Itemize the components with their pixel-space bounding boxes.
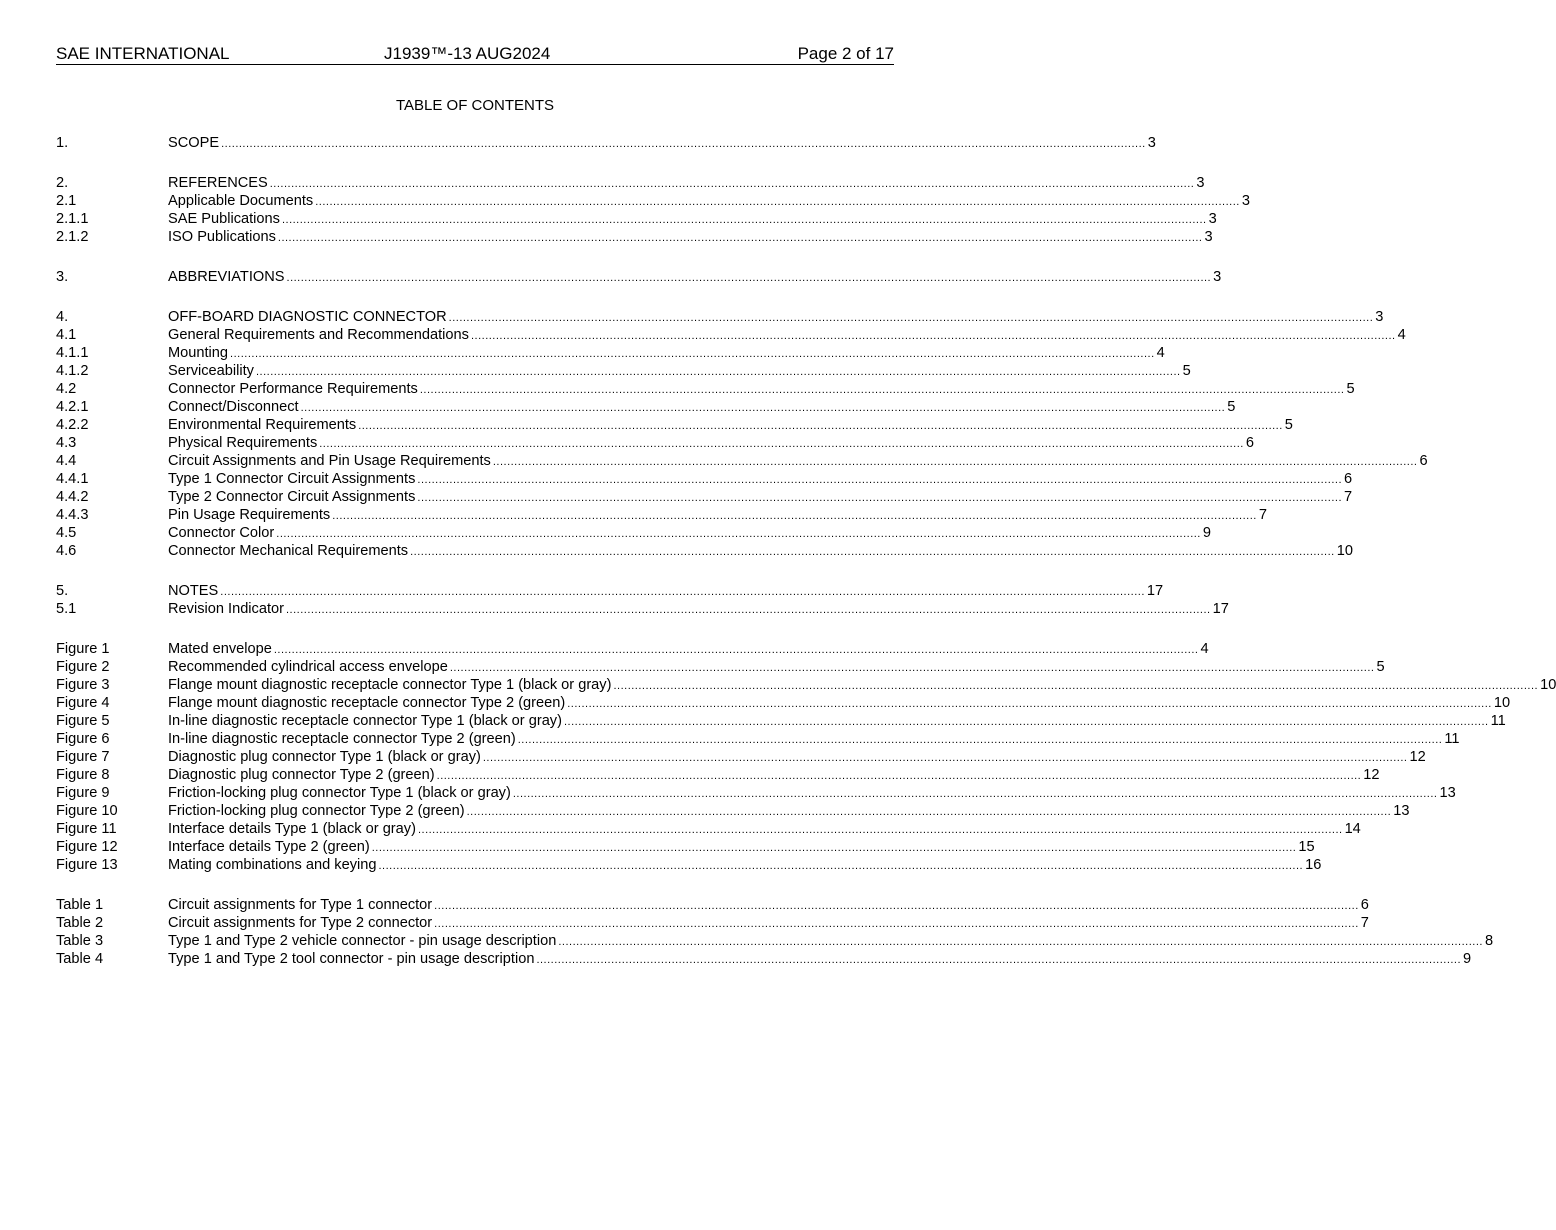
toc-entry-number: 4.2.1	[56, 399, 89, 415]
toc-entry-title: Recommended cylindrical access envelope	[168, 659, 448, 675]
toc-entry-title: General Requirements and Recommendations	[168, 327, 469, 343]
toc-entry-page: 6	[1245, 435, 1254, 451]
toc-entry-number: 4.	[56, 309, 69, 325]
toc-entry[interactable]	[56, 192, 1250, 210]
toc-entry-title: Connector Performance Requirements	[168, 381, 418, 397]
toc-entry-title: NOTES	[168, 583, 219, 599]
toc-dot-leader	[418, 820, 1343, 839]
toc-entry-title: Diagnostic plug connector Type 1 (black or gray)	[168, 749, 481, 765]
toc-entry[interactable]	[56, 676, 1556, 694]
toc-entry-title: Pin Usage Requirements	[168, 507, 331, 523]
toc-entry[interactable]	[56, 228, 1213, 246]
toc-entry[interactable]	[56, 730, 1460, 748]
toc-dot-leader	[613, 676, 1538, 695]
page-header	[56, 44, 894, 65]
toc-dot-leader	[282, 210, 1207, 229]
toc-dot-leader	[221, 134, 1146, 153]
toc-dot-leader	[301, 398, 1226, 417]
toc-entry[interactable]	[56, 950, 1472, 968]
toc-entry-page: 12	[1363, 767, 1380, 783]
toc-entry[interactable]	[56, 784, 1456, 802]
toc-entry[interactable]	[56, 838, 1315, 856]
toc-entry-title: Interface details Type 1 (black or gray)	[168, 821, 416, 837]
toc-entry[interactable]	[56, 470, 1353, 488]
toc-entry[interactable]	[56, 434, 1254, 452]
toc-entry-number: 2.	[56, 175, 69, 191]
toc-entry-page: 4	[1156, 345, 1165, 361]
toc-entry-page: 10	[1336, 543, 1353, 559]
toc-entry-title: ABBREVIATIONS	[168, 269, 285, 285]
toc-dot-leader	[319, 434, 1244, 453]
toc-entry-title: Flange mount diagnostic receptacle connector Type 1 (black or gray)	[168, 677, 612, 693]
toc-entry-number: Figure 5	[56, 713, 110, 729]
toc-entry-title: Friction-locking plug connector Type 2 (green)	[168, 803, 465, 819]
toc-dot-leader	[471, 326, 1396, 345]
toc-entry-page: 3	[1213, 269, 1222, 285]
toc-entry-number: Figure 9	[56, 785, 110, 801]
toc-entry[interactable]	[56, 640, 1209, 658]
toc-dot-leader	[450, 658, 1375, 677]
toc-entry-title: Connector Color	[168, 525, 275, 541]
toc-entry-number: 4.4	[56, 453, 77, 469]
toc-dot-leader	[332, 506, 1257, 525]
toc-entry[interactable]	[56, 694, 1511, 712]
toc-entry-page: 16	[1305, 857, 1322, 873]
toc-entry[interactable]	[56, 658, 1385, 676]
toc-dot-leader	[256, 362, 1181, 381]
toc-dot-leader	[315, 192, 1240, 211]
toc-entry-number: 1.	[56, 135, 69, 151]
toc-entry[interactable]	[56, 134, 1156, 152]
toc-entry-number: Table 3	[56, 933, 104, 949]
toc-dot-leader	[564, 712, 1489, 731]
toc-dot-leader	[434, 896, 1359, 915]
toc-entry[interactable]	[56, 582, 1164, 600]
toc-dot-leader	[230, 344, 1155, 363]
toc-entry-number: Figure 8	[56, 767, 110, 783]
toc-entry-title: Interface details Type 2 (green)	[168, 839, 370, 855]
toc-entry-title: Diagnostic plug connector Type 2 (green)	[168, 767, 435, 783]
toc-entry[interactable]	[56, 380, 1355, 398]
toc-entry[interactable]	[56, 542, 1353, 560]
toc-entry-page: 13	[1393, 803, 1410, 819]
toc-entry-title: Mounting	[168, 345, 229, 361]
toc-entry-page: 8	[1484, 933, 1494, 949]
toc-entry-number: 4.1.2	[56, 363, 89, 379]
toc-entry-number: 2.1.2	[56, 229, 89, 245]
toc-dot-leader	[420, 380, 1345, 399]
toc-entry-page: 3	[1204, 229, 1213, 245]
toc-entry-page: 4	[1200, 641, 1209, 657]
toc-entry-number: Figure 10	[56, 803, 118, 819]
toc-entry-number: Figure 2	[56, 659, 110, 675]
toc-entry-number: 2.1.1	[56, 211, 89, 227]
toc-entry-title: Mated envelope	[168, 641, 272, 657]
toc-dot-leader	[276, 524, 1201, 543]
header-organization: SAE INTERNATIONAL	[56, 44, 230, 63]
toc-dot-leader	[220, 582, 1145, 601]
toc-entry[interactable]	[56, 398, 1236, 416]
toc-dot-leader	[483, 748, 1408, 767]
toc-entry-page: 12	[1409, 749, 1426, 765]
toc-entry-title: In-line diagnostic receptacle connector Type 1 (black or gray)	[168, 713, 562, 729]
toc-entry-number: Table 4	[56, 951, 104, 967]
toc-dot-leader	[513, 784, 1438, 803]
toc-entry[interactable]	[56, 452, 1428, 470]
toc-entry-number: 4.1	[56, 327, 77, 343]
toc-entry-title: SCOPE	[168, 135, 220, 151]
toc-entry-number: 2.1	[56, 193, 77, 209]
toc-entry-title: REFERENCES	[168, 175, 268, 191]
toc-dot-leader	[274, 640, 1199, 659]
toc-entry-title: Connector Mechanical Requirements	[168, 543, 409, 559]
toc-entry[interactable]	[56, 712, 1506, 730]
toc-entry-page: 7	[1258, 507, 1267, 523]
toc-entry[interactable]	[56, 524, 1211, 542]
toc-entry-number: Figure 1	[56, 641, 110, 657]
toc-dot-leader	[270, 174, 1195, 193]
toc-entry-page: 6	[1419, 453, 1428, 469]
toc-entry-page: 6	[1344, 471, 1353, 487]
toc-entry[interactable]	[56, 210, 1217, 228]
toc-entry[interactable]	[56, 344, 1165, 362]
toc-dot-leader	[358, 416, 1283, 435]
toc-entry-title: Friction-locking plug connector Type 1 (black or gray)	[168, 785, 511, 801]
toc-entry[interactable]	[56, 766, 1380, 784]
toc-entry-page: 17	[1212, 601, 1229, 617]
toc-entry-number: Figure 4	[56, 695, 110, 711]
toc-dot-leader	[278, 228, 1203, 247]
toc-entry[interactable]	[56, 326, 1406, 344]
toc-dot-leader	[417, 488, 1342, 507]
toc-dot-leader	[417, 470, 1342, 489]
toc-entry-page: 10	[1493, 695, 1511, 711]
toc-entry-page: 11	[1444, 731, 1460, 747]
toc-entry-title: Serviceability	[168, 363, 254, 379]
toc-entry-number: Figure 6	[56, 731, 110, 747]
header-document-id: J1939™-13 AUG2024	[384, 44, 551, 63]
toc-entry-page: 4	[1397, 327, 1406, 343]
toc-heading: TABLE OF CONTENTS	[395, 97, 555, 114]
toc-entry-number: 5.1	[56, 601, 77, 617]
toc-entry[interactable]	[56, 268, 1222, 286]
toc-dot-leader	[493, 452, 1418, 471]
toc-entry-title: In-line diagnostic receptacle connector Type 2 (green)	[168, 731, 516, 747]
toc-entry-title: Type 2 Connector Circuit Assignments	[168, 489, 416, 505]
toc-dot-leader	[287, 268, 1212, 287]
toc-entry-page: 3	[1375, 309, 1384, 325]
toc-entry-page: 3	[1208, 211, 1217, 227]
toc-entry-title: ISO Publications	[168, 229, 276, 245]
toc-entry-title: Circuit assignments for Type 2 connector	[168, 915, 433, 931]
toc-entry-title: Type 1 and Type 2 tool connector - pin usage description	[168, 951, 535, 967]
toc-entry[interactable]	[56, 308, 1384, 326]
toc-entry-number: Figure 7	[56, 749, 110, 765]
toc-dot-leader	[437, 766, 1362, 785]
toc-entry-title: Physical Requirements	[168, 435, 318, 451]
toc-entry-page: 10	[1540, 677, 1556, 693]
toc-entry[interactable]	[56, 914, 1369, 932]
toc-entry-page: 3	[1147, 135, 1156, 151]
toc-entry[interactable]	[56, 488, 1353, 506]
toc-entry-title: Environmental Requirements	[168, 417, 357, 433]
toc-entry-page: 11	[1490, 713, 1506, 729]
toc-entry-page: 7	[1360, 915, 1369, 931]
toc-entry-title: SAE Publications	[168, 211, 280, 227]
toc-entry-page: 5	[1376, 659, 1385, 675]
toc-entry-title: Flange mount diagnostic receptacle connector Type 2 (green)	[168, 695, 566, 711]
toc-entry[interactable]	[56, 820, 1361, 838]
toc-entry[interactable]	[56, 362, 1191, 380]
toc-entry-page: 9	[1202, 525, 1211, 541]
toc-entry-page: 9	[1463, 951, 1472, 967]
toc-entry-number: 4.2.2	[56, 417, 89, 433]
toc-entry-page: 5	[1284, 417, 1293, 433]
toc-entry-page: 7	[1344, 489, 1353, 505]
toc-entry-title: Type 1 Connector Circuit Assignments	[168, 471, 416, 487]
toc-entry-number: 4.1.1	[56, 345, 89, 361]
table-of-contents	[56, 134, 1556, 968]
toc-entry-title: Applicable Documents	[168, 193, 314, 209]
toc-entry-page: 5	[1346, 381, 1355, 397]
toc-entry-title: Connect/Disconnect	[168, 399, 299, 415]
toc-entry-page: 17	[1146, 583, 1164, 599]
toc-entry-number: 4.4.1	[56, 471, 89, 487]
toc-entry-number: Figure 11	[56, 821, 117, 837]
toc-dot-leader	[558, 932, 1483, 951]
toc-entry-number: Figure 13	[56, 857, 118, 873]
toc-entry-page: 3	[1196, 175, 1205, 191]
toc-entry-page: 15	[1298, 839, 1315, 855]
toc-entry-title: Circuit Assignments and Pin Usage Requirements	[168, 453, 491, 469]
toc-entry-page: 14	[1344, 821, 1361, 837]
toc-dot-leader	[372, 838, 1297, 857]
header-page-number: Page 2 of 17	[797, 44, 894, 63]
toc-dot-leader	[286, 600, 1211, 619]
toc-entry-number: 5.	[56, 583, 69, 599]
toc-entry[interactable]	[56, 506, 1267, 524]
toc-dot-leader	[567, 694, 1492, 713]
toc-entry-page: 5	[1227, 399, 1236, 415]
toc-entry-title: Type 1 and Type 2 vehicle connector - pin usage description	[168, 933, 557, 949]
toc-entry-number: 4.4.2	[56, 489, 89, 505]
toc-entry-page: 3	[1241, 193, 1250, 209]
toc-entry-title: Mating combinations and keying	[168, 857, 377, 873]
toc-entry-number: Figure 12	[56, 839, 118, 855]
toc-entry[interactable]	[56, 856, 1322, 874]
toc-entry-number: 4.2	[56, 381, 77, 397]
toc-dot-leader	[449, 308, 1374, 327]
toc-dot-leader	[536, 950, 1461, 969]
toc-dot-leader	[518, 730, 1443, 749]
toc-entry-page: 13	[1439, 785, 1456, 801]
toc-entry-number: 4.4.3	[56, 507, 89, 523]
toc-entry-number: 4.3	[56, 435, 77, 451]
toc-entry-number: 4.6	[56, 543, 77, 559]
toc-entry[interactable]	[56, 802, 1410, 820]
toc-entry[interactable]	[56, 748, 1426, 766]
toc-entry-page: 5	[1182, 363, 1191, 379]
toc-entry-number: Table 1	[56, 897, 104, 913]
toc-dot-leader	[467, 802, 1392, 821]
toc-entry-title: Revision Indicator	[168, 601, 284, 617]
toc-entry[interactable]	[56, 932, 1494, 950]
toc-entry-title: OFF-BOARD DIAGNOSTIC CONNECTOR	[168, 309, 447, 325]
toc-dot-leader	[379, 856, 1304, 875]
toc-dot-leader	[410, 542, 1335, 561]
toc-entry-page: 6	[1360, 897, 1369, 913]
toc-dot-leader	[434, 914, 1359, 933]
toc-entry-number: 4.5	[56, 525, 77, 541]
toc-entry-number: 3.	[56, 269, 69, 285]
toc-entry[interactable]	[56, 416, 1293, 434]
toc-entry[interactable]	[56, 600, 1229, 618]
toc-entry[interactable]	[56, 174, 1205, 192]
toc-entry[interactable]	[56, 896, 1369, 914]
toc-entry-number: Figure 3	[56, 677, 110, 693]
toc-entry-title: Circuit assignments for Type 1 connector	[168, 897, 433, 913]
toc-entry-number: Table 2	[56, 915, 104, 931]
